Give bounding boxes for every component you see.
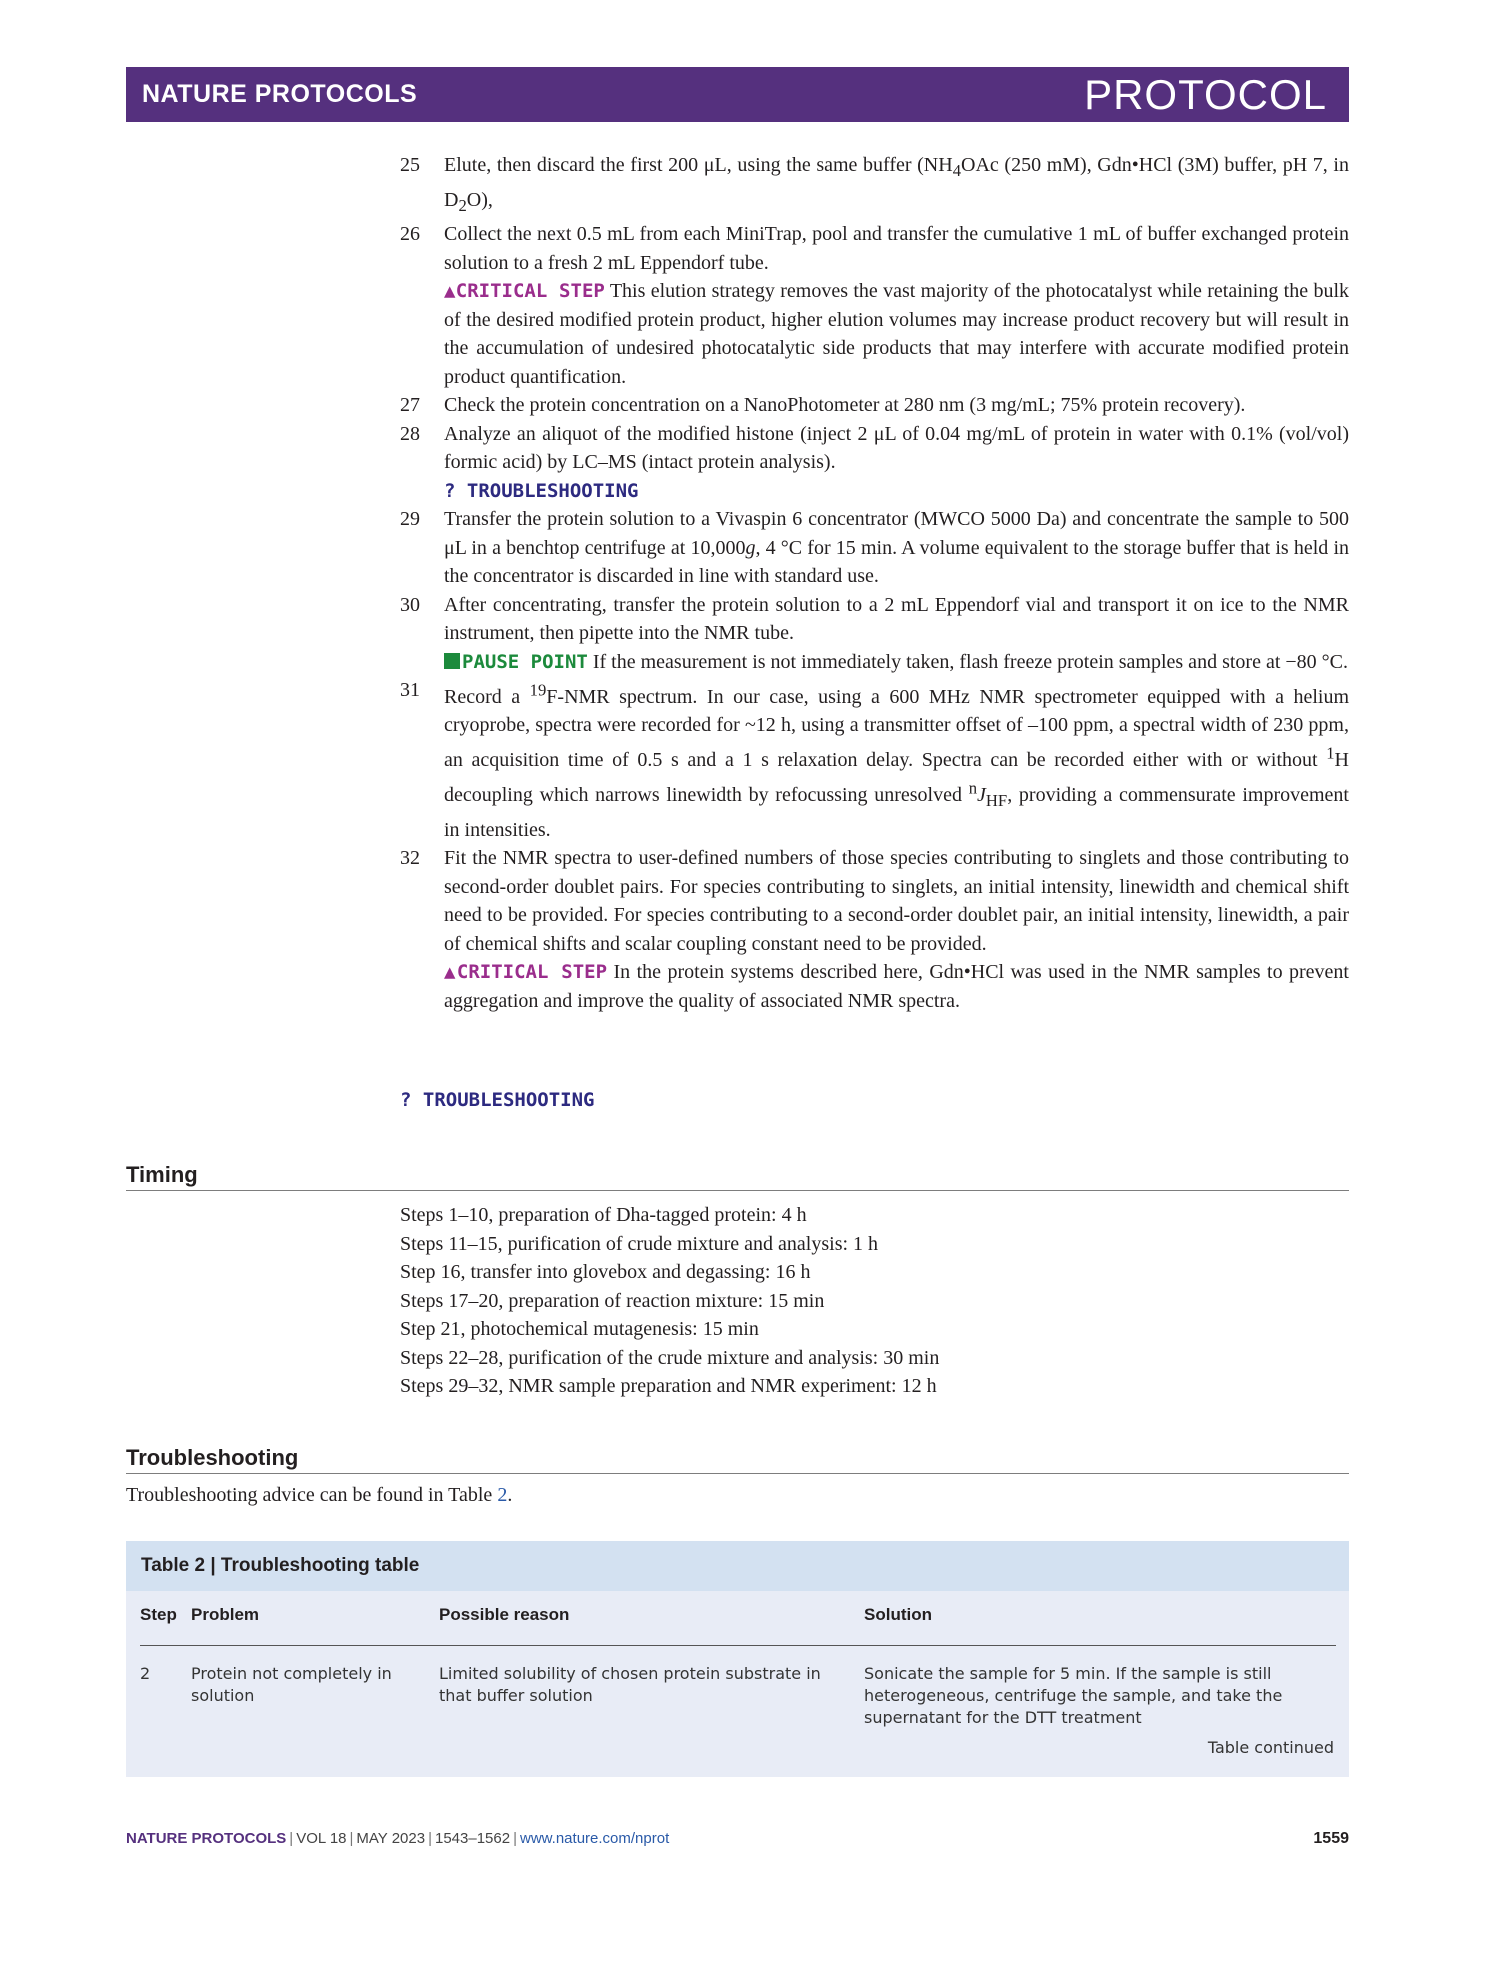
troubleshooting-text: Troubleshooting advice can be found in Table 2. bbox=[126, 1484, 513, 1506]
pause-point-text: If the measurement is not immediately taken, flash freeze protein samples and store at −80 °C. bbox=[592, 650, 1348, 673]
step-28 bbox=[400, 420, 1349, 506]
step-31 bbox=[400, 676, 1349, 844]
timing-item: Steps 22–28, purification of the crude mixture and analysis: 30 min bbox=[400, 1346, 940, 1369]
step-text: Fit the NMR spectra to user-defined numbers of those species contributing to singlets and those contributing to second-order doublet pairs. For species contributing to singlets, an initial intensity, linewidth and chemical shift need to be provided. For species contributing to a second-order doublet pair, an initial intensity, linewidth, a pair of chemical shifts and scalar coupling constant need to be provided. bbox=[444, 847, 1349, 955]
pause-point-note bbox=[444, 648, 1349, 677]
table-2-link[interactable]: 2 bbox=[497, 1484, 508, 1506]
timing-item: Steps 11–15, purification of crude mixture and analysis: 1 h bbox=[400, 1232, 879, 1255]
header-rule bbox=[140, 1645, 1336, 1646]
critical-step-note bbox=[444, 277, 1349, 391]
step-number: 26 bbox=[400, 223, 420, 245]
step-25 bbox=[400, 151, 1349, 220]
footer-journal: NATURE PROTOCOLS bbox=[126, 1830, 287, 1847]
table-title: Table 2 | Troubleshooting table bbox=[141, 1555, 420, 1576]
journal-name: NATURE PROTOCOLS bbox=[142, 80, 418, 108]
page-number: 1559 bbox=[1313, 1830, 1349, 1847]
col-header-solution: Solution bbox=[864, 1605, 932, 1624]
page-footer: NATURE PROTOCOLS | VOL 18 | MAY 2023 | 1543–1562 | www.nature.com/nprot bbox=[126, 1830, 670, 1847]
table-title-bar bbox=[126, 1541, 1349, 1591]
article-type: PROTOCOL bbox=[1084, 71, 1327, 118]
step-29 bbox=[400, 505, 1349, 591]
troubleshooting-link[interactable]: ? TROUBLESHOOTING bbox=[444, 479, 639, 502]
step-number: 30 bbox=[400, 593, 420, 616]
timing-item: Steps 17–20, preparation of reaction mixture: 15 min bbox=[400, 1289, 825, 1312]
timing-item: Steps 1–10, preparation of Dha-tagged protein: 4 h bbox=[400, 1204, 807, 1226]
timing-item: Steps 29–32, NMR sample preparation and NMR experiment: 12 h bbox=[400, 1375, 937, 1397]
step-text: Analyze an aliquot of the modified histone (inject 2 μL of 0.04 mg/mL of protein in water with 0.1% (vol/vol) formic acid) by LC–MS (intact protein analysis). bbox=[444, 422, 1349, 473]
col-header-problem: Problem bbox=[191, 1605, 260, 1624]
step-number: 32 bbox=[400, 847, 420, 870]
table-continued-note: Table continued bbox=[1207, 1738, 1334, 1757]
step-text: After concentrating, transfer the protein solution to a 2 mL Eppendorf vial and transport it on ice to the NMR instrument, then pipette into the NMR tube. bbox=[444, 593, 1349, 644]
footer-pages: 1543–1562 bbox=[435, 1830, 511, 1847]
cell-problem: Protein not completely in solution bbox=[191, 1664, 392, 1705]
step-text: Elute, then discard the first 200 μL, using the same buffer ($NH_4OAc$ (250 mM), Gdn•HCl (3M) buffer, pH 7, in $D_2O$), bbox=[444, 154, 1349, 215]
pause-square-icon bbox=[444, 653, 460, 669]
critical-step-label: ▲CRITICAL STEP bbox=[444, 280, 605, 302]
step-text: Transfer the protein solution to a Vivaspin 6 concentrator (MWCO 5000 Da) and concentrate the sample to 500 μL in a benchtop centrifuge at 10,000g, 4 °C for 15 min. A volume equivalent to the storage buffer that is held in the concentrator is discarded in line with standard use. bbox=[444, 508, 1349, 587]
cell-reason: Limited solubility of chosen protein substrate in that buffer solution bbox=[439, 1664, 821, 1705]
troubleshooting-heading: Troubleshooting bbox=[126, 1445, 1349, 1474]
step-32 bbox=[400, 844, 1349, 1015]
step-30 bbox=[400, 591, 1349, 677]
col-header-step: Step bbox=[140, 1605, 177, 1624]
step-27 bbox=[400, 391, 1349, 420]
critical-step-label: ▲CRITICAL STEP bbox=[444, 961, 608, 984]
troubleshooting-link[interactable]: ? TROUBLESHOOTING bbox=[400, 1089, 595, 1111]
step-26 bbox=[400, 220, 1349, 391]
step-text: Check the protein concentration on a NanoPhotometer at 280 nm (3 mg/mL; 75% protein recovery). bbox=[444, 394, 1246, 416]
timing-list bbox=[400, 1201, 939, 1401]
footer-volume: VOL 18 bbox=[296, 1830, 347, 1847]
critical-step-text: In the protein systems described here, Gdn•HCl was used in the NMR samples to prevent aggregation and improve the quality of associated NMR spectra. bbox=[444, 961, 1349, 1012]
cell-step: 2 bbox=[140, 1664, 151, 1683]
timing-item: Step 21, photochemical mutagenesis: 15 min bbox=[400, 1318, 759, 1340]
timing-heading: Timing bbox=[126, 1162, 1349, 1191]
step-number: 27 bbox=[400, 394, 420, 416]
troubleshooting-table bbox=[126, 1541, 1349, 1777]
critical-step-note bbox=[444, 958, 1349, 1015]
footer-date: MAY 2023 bbox=[356, 1830, 426, 1847]
col-header-reason: Possible reason bbox=[439, 1605, 570, 1624]
footer-url-link[interactable]: www.nature.com/nprot bbox=[520, 1830, 670, 1847]
procedure-steps bbox=[400, 151, 1349, 1015]
step-number: 28 bbox=[400, 422, 420, 445]
step-number: 25 bbox=[400, 154, 420, 176]
journal-header-bar bbox=[126, 67, 1349, 122]
pause-point-label: PAUSE POINT bbox=[462, 650, 588, 673]
timing-item: Step 16, transfer into glovebox and degassing: 16 h bbox=[400, 1261, 811, 1283]
step-text: Collect the next 0.5 mL from each MiniTrap, pool and transfer the cumulative 1 mL of buffer exchanged protein solution to a fresh 2 mL Eppendorf tube. bbox=[444, 223, 1349, 274]
cell-solution: Sonicate the sample for 5 min. If the sample is still heterogeneous, centrifuge the sample, and take the supernatant for the DTT treatment bbox=[864, 1664, 1283, 1727]
critical-step-text: This elution strategy removes the vast majority of the photocatalyst while retaining the bulk of the desired modified protein product, higher elution volumes may increase product recovery but will result in the accumulation of undesired photocatalytic side products that may interfere with accurate modified protein product quantification. bbox=[444, 280, 1350, 388]
step-number: 29 bbox=[400, 508, 420, 530]
step-text: Record a $^{19}$F-NMR spectrum. In our case, using a 600 MHz NMR spectrometer equipped with a helium cryoprobe, spectra were recorded for ~12 h, using a transmitter offset of –100 ppm, a spectral width of 230 ppm, an acquisition time of 0.5 s and a 1 s relaxation delay. Spectra can be recorded either with or without $^1$H decoupling which narrows linewidth by refocussing unresolved $^nJ_{HF}$, providing a commensurate improvement in intensities. bbox=[444, 680, 1349, 841]
step-number: 31 bbox=[400, 679, 420, 701]
